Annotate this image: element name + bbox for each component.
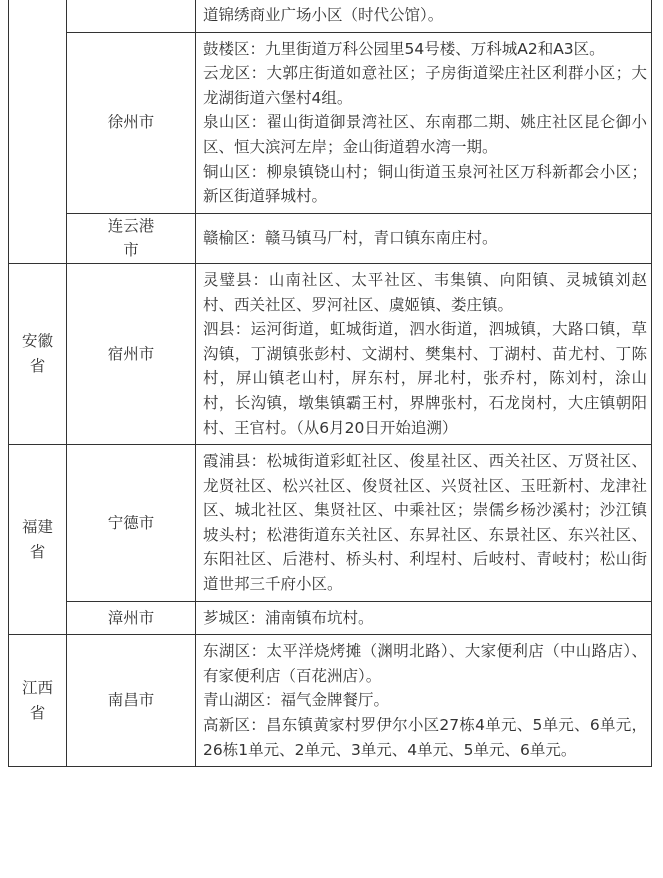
area-detail-cell [196,263,652,444]
province-name: 江西省 [21,679,53,722]
city-cell [67,213,196,263]
area-entry: 泉山区：翟山街道御景湾社区、东南郡二期、姚庄社区昆仑御小区、恒大滨河左岸；金山街道碧水湾一期。 [203,113,647,156]
area-detail-cell [196,32,652,213]
city-cell [67,263,196,444]
province-cell [9,635,67,767]
area-detail-cell [196,0,652,32]
area-detail-cell [196,445,652,602]
table-row [9,263,652,444]
area-entry: 青山湖区：福气金牌餐厅。 [203,691,390,710]
city-name: 徐州市 [107,113,155,132]
area-entry: 铜山区：柳泉镇铙山村；铜山街道玉泉河社区万科新都会小区；新区街道驿城村。 [203,162,647,206]
area-entry: 高新区：昌东镇黄家村罗伊尔小区27栋4单元、5单元、6单元，26栋1单元、2单元、3单元、4单元、5单元、6单元。 [203,716,647,759]
table-row [9,213,652,263]
table-row [9,445,652,602]
city-name: 宁德市 [107,513,155,532]
city-cell [67,445,196,602]
area-entry: 霞浦县：松城街道彩虹社区、俊星社区、西关社区、万贤社区、龙贤社区、松兴社区、俊贤社区、兴贤社区、玉旺新村、龙津社区、城北社区、集贤社区、中乘社区；崇儒乡杨沙溪村；沙江镇坡头村；松港街道东关社区、东昇社区、东景社区、东兴社区、东阳社区、后港村、桥头村、利埕村、后岐村、青岐村；松山街道世邦三千府小区。 [203,452,647,594]
area-entry: 道锦绣商业广场小区（时代公馆）。 [203,6,444,24]
table-row [9,32,652,213]
city-name: 连云港市 [107,216,155,260]
area-entry: 赣榆区：赣马镇马厂村，青口镇东南庄村。 [203,229,498,248]
area-table [8,0,652,767]
area-entry: 灵璧县：山南社区、太平社区、韦集镇、向阳镇、灵城镇刘赵村、西关社区、罗河社区、虞姬镇、娄庄镇。 [203,270,647,314]
city-cell [67,635,196,767]
area-detail-cell [196,635,652,767]
province-name: 福建省 [21,518,53,561]
table-row [9,0,652,32]
city-cell [67,32,196,213]
city-name: 南昌市 [107,691,155,710]
city-name: 宿州市 [107,344,155,363]
province-cell [9,263,67,444]
province-name: 安徽省 [21,332,53,376]
area-detail-cell [196,213,652,263]
province-cell [9,0,67,263]
area-table-body [9,0,652,767]
province-cell [9,445,67,635]
area-entry: 鼓楼区：九里街道万科公园里54号楼、万科城A2和A3区。 [203,39,605,58]
city-cell [67,601,196,635]
area-entry: 芗城区：浦南镇布坑村。 [203,608,374,627]
table-row [9,601,652,635]
area-entry: 泗县：运河街道，虹城街道，泗水街道，泗城镇，大路口镇，草沟镇，丁湖镇张彭村、文湖村、樊集村、丁湖村、苗尤村、丁陈村，屏山镇老山村，屏东村，屏北村，张乔村，陈刘村，涂山村，长沟镇，墩集镇霸王村，界牌张村，石龙岗村，大庄镇朝阳村、王官村。（从6月20日开始追溯） [203,320,647,437]
area-entry: 云龙区：大郭庄街道如意社区；子房街道梁庄社区利群小区；大龙湖街道六堡村4组。 [203,64,647,107]
area-detail-cell [196,601,652,635]
city-name: 漳州市 [107,608,155,627]
area-entry: 东湖区：太平洋烧烤摊（渊明北路）、大家便利店（中山路店）、有家便利店（百花洲店）。 [203,642,647,685]
city-cell [67,0,196,32]
table-row [9,635,652,767]
